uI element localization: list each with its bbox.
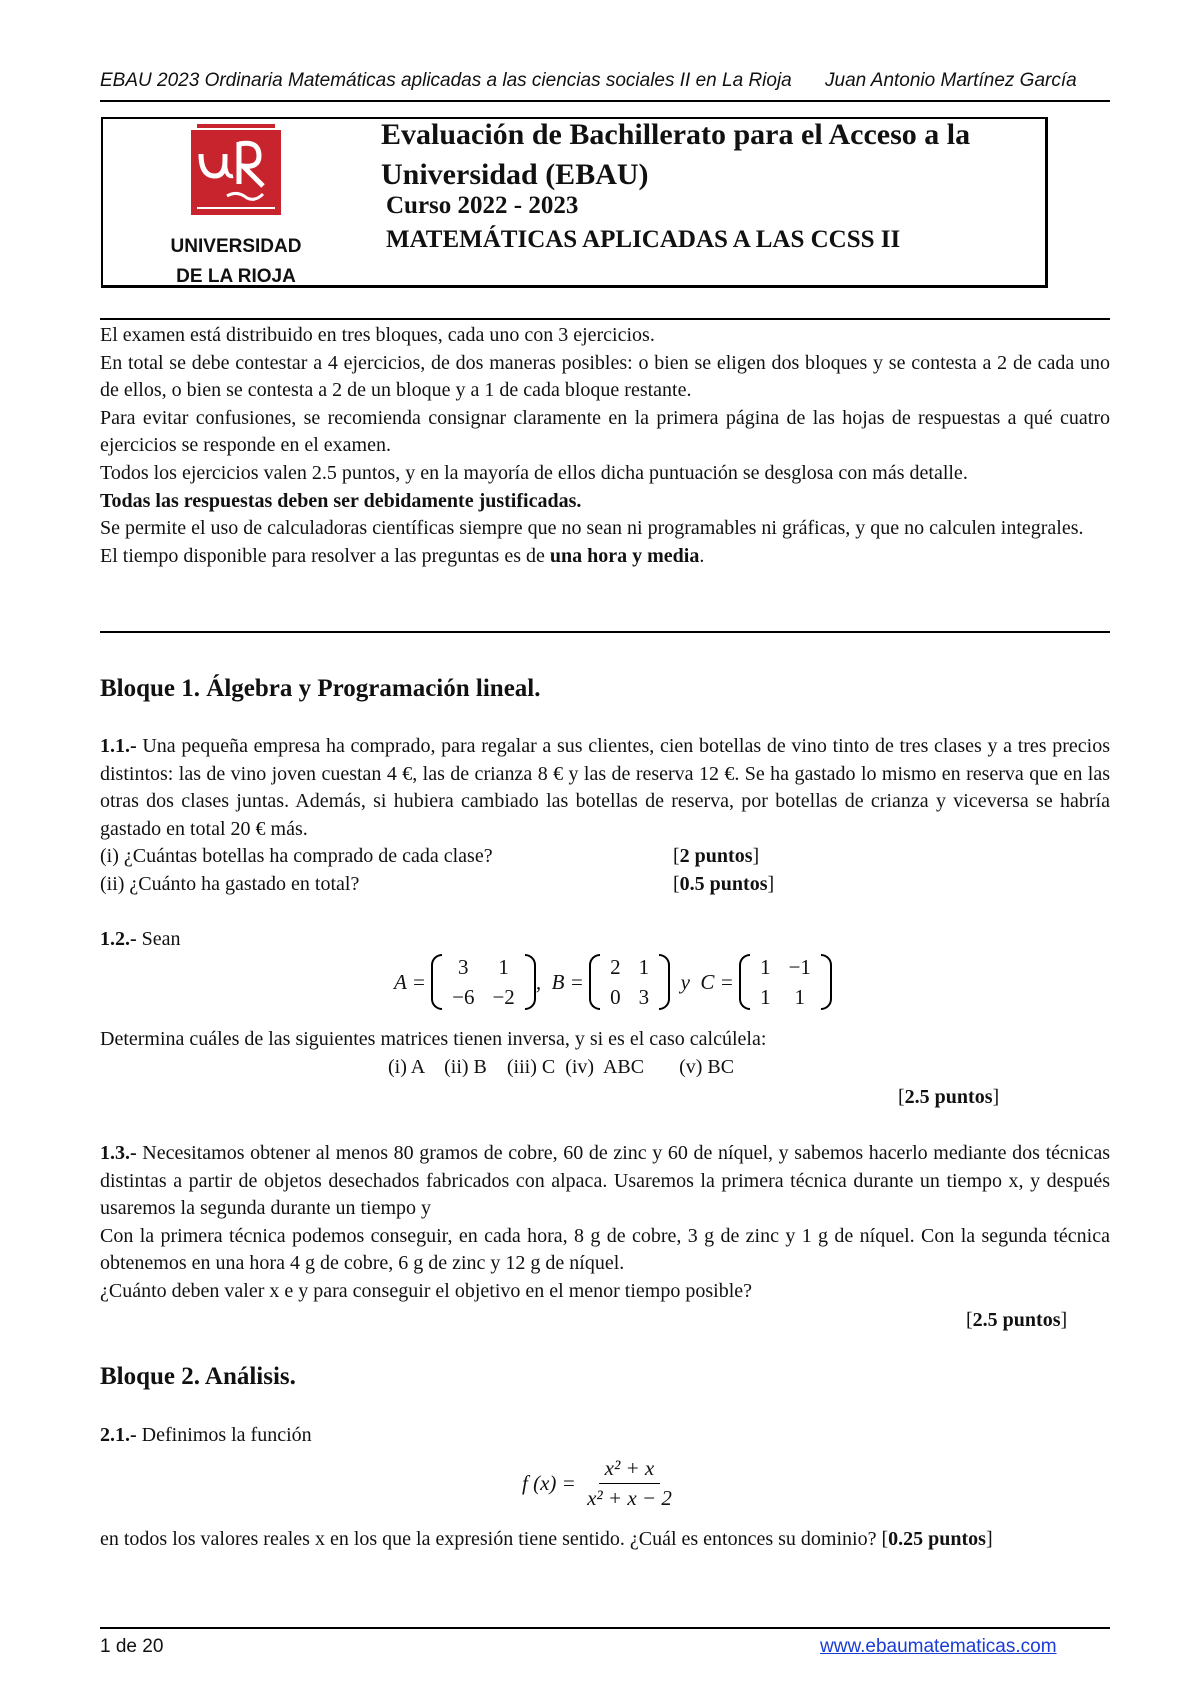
exercise-1-3-points: [2.5 puntos] [966, 1309, 1068, 1331]
exam-title: Evaluación de Bachillerato para el Acceso a la Universidad (EBAU) [381, 118, 971, 191]
matrix-c-label: C = [700, 969, 734, 994]
matrix-b-label: B = [551, 969, 584, 994]
function-fraction: $\frac{\text{x² + x}}{\text{x² + x − 2}}$ [587, 1456, 672, 1510]
matrices-definition: A = 3 1 −6 −2 , B = 2 1 0 3 y C = 1 −1 1 1 [394, 952, 832, 1012]
subject-label: MATEMÁTICAS APLICADAS A LAS CCSS II [386, 226, 901, 253]
instructions-top-rule [100, 318, 1110, 320]
page-number: 1 de 20 [100, 1636, 164, 1657]
course-label: Curso 2022 - 2023 [386, 192, 579, 219]
matrix-b: 2 1 0 3 [589, 952, 670, 1012]
exercise-2-1: 2.1.- Definimos la función [100, 1424, 312, 1446]
footer-rule [100, 1627, 1110, 1629]
website-link[interactable]: www.ebaumatematicas.com [820, 1636, 1057, 1657]
matrix-c: 1 −1 1 1 [739, 952, 832, 1012]
instructions: El examen está distribuido en tres bloques, cada uno con 3 ejercicios. En total se debe contestar a 4 ejercicios, de dos maneras posibles: o bien se eligen dos bloques y se contesta a 2 de cada uno de ellos, o bien se contesta a 2 de un bloque y a 1 de cada bloque restante. Para evitar confusiones, se recomienda consignar claramente en la primera página de las hojas de respuestas a qué cuatro ejercicios se responde en el examen. Todos los ejercicios valen 2.5 puntos, y en la mayoría de ellos dicha puntuación se desglosa con más detalle. Todas las respuestas deben ser debidamente justificadas. Se permite el uso de calculadoras científicas siempre que no sean ni programables ni gráficas, y que no calculen integrales. El tiempo disponible para resolver a las preguntas es de una hora y media. [100, 324, 1110, 567]
exercise-1-1: 1.1.- Una pequeña empresa ha comprado, para regalar a sus clientes, cien botellas de vino tinto de tres clases y a tres precios distintos: las de vino joven cuestan 4 €, las de crianza 8 € y las de reserva 12 €. Se ha gastado lo mismo en reserva que en las otras dos clases juntas. Además, si hubiera cambiado las botellas de reserva, por botellas de crianza y viceversa se habría gastado en total 20 € más. [100, 735, 1110, 840]
block2-title: Bloque 2. Análisis. [100, 1363, 296, 1390]
exercise-2-1-task: en todos los valores reales x en los que la expresión tiene sentido. ¿Cuál es entonces su dominio? [0.25 puntos] [100, 1528, 993, 1550]
university-logo [191, 130, 281, 215]
exercise-1-2-items: (i) A (ii) B (iii) C (iv) ABC (v) BC [388, 1056, 735, 1078]
matrix-a: 3 1 −6 −2 [431, 952, 536, 1012]
exercise-1-2-points: [2.5 puntos] [898, 1086, 1000, 1108]
instructions-bottom-rule [100, 631, 1110, 633]
running-header [100, 70, 1110, 92]
header-author: Juan Antonio Martínez García [825, 70, 1077, 91]
header-rule [100, 100, 1110, 102]
exercise-1-2: 1.2.- Sean [100, 928, 181, 950]
exercise-1-2-task: Determina cuáles de las siguientes matrices tienen inversa, y si es el caso calcúlela: [100, 1028, 767, 1050]
exercise-1-1-q1: (i) ¿Cuántas botellas ha comprado de cada clase? [2 puntos] [100, 845, 760, 867]
function-definition: f (x) = $\frac{\text{x² + x}}{\text{x² + x − 2}}$ [522, 1456, 678, 1511]
ur-logo-icon [191, 130, 281, 215]
university-name: UNIVERSIDAD DE LA RIOJA [170, 236, 302, 287]
matrix-a-label: A = [394, 969, 426, 994]
block1-title: Bloque 1. Álgebra y Programación lineal. [100, 675, 541, 702]
header-left: EBAU 2023 Ordinaria Matemáticas aplicadas a las ciencias sociales II en La Rioja [100, 70, 792, 91]
exercise-1-1-q2: (ii) ¿Cuánto ha gastado en total? [0.5 puntos] [100, 873, 775, 895]
exercise-1-3: 1.3.- Necesitamos obtener al menos 80 gramos de cobre, 60 de zinc y 60 de níquel, y sabemos hacerlo mediante dos técnicas distintas a partir de objetos desechados fabricados con alpaca. Usaremos la primera técnica durante un tiempo x, y después usaremos la segunda durante un tiempo y Con la primera técnica podemos conseguir, en cada hora, 8 g de cobre, 3 g de zinc y 1 g de níquel. Con la segunda técnica obtenemos en una hora 4 g de cobre, 6 g de zinc y 12 g de níquel. ¿Cuánto deben valer x e y para conseguir el objetivo en el menor tiempo posible? [100, 1142, 1110, 1302]
